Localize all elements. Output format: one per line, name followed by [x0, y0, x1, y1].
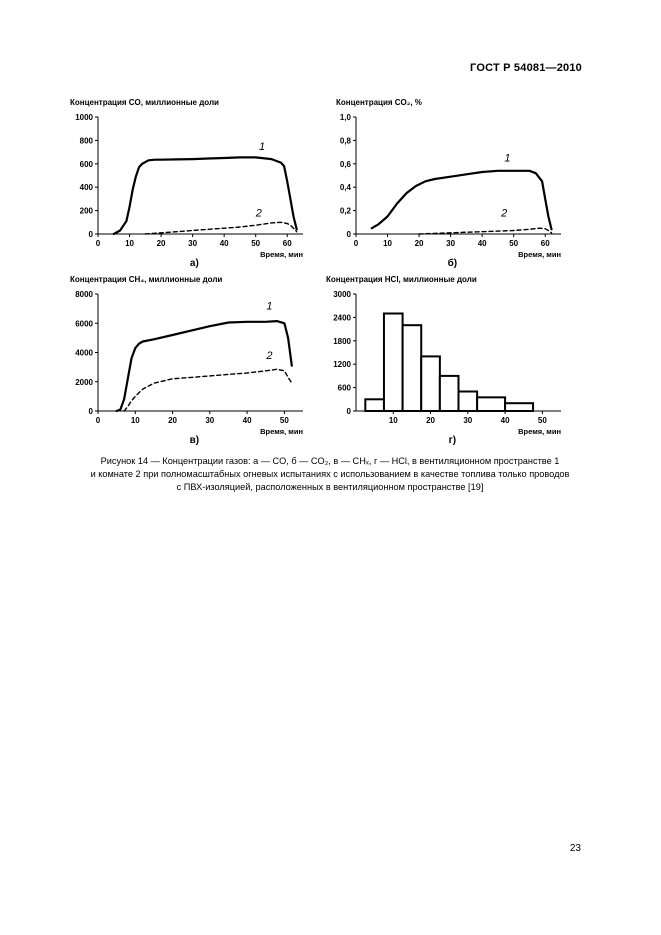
- x-axis-label: Время, мин: [518, 427, 561, 436]
- caption-line-3: с ПВХ-изоляцией, расположенных в вентиляционном пространстве [19]: [176, 482, 484, 492]
- histogram-bar: [403, 325, 422, 411]
- figure-caption: [40, 455, 620, 494]
- series-line-2: [145, 222, 296, 234]
- chart-co2: [316, 96, 566, 271]
- series-label-2: 2: [255, 207, 262, 220]
- series-line-1: [372, 171, 552, 230]
- series-label-1: 1: [258, 140, 266, 153]
- x-tick-label: 40: [500, 416, 510, 425]
- x-tick-label: 20: [426, 416, 435, 425]
- y-tick-label: 0,6: [339, 159, 351, 169]
- y-tick-label: 200: [79, 206, 93, 216]
- x-tick-label: 40: [242, 416, 252, 425]
- y-tick-label: 1200: [333, 360, 351, 370]
- x-tick-label: 30: [463, 416, 473, 425]
- chart-co-plot: [58, 96, 308, 271]
- x-tick-label: 30: [188, 239, 198, 248]
- x-tick-label: 60: [540, 239, 550, 248]
- histogram-bar: [421, 356, 440, 411]
- x-tick-label: 0: [353, 239, 359, 248]
- x-tick-label: 30: [446, 239, 456, 248]
- y-tick-label: 0: [346, 407, 351, 416]
- caption-line-2: и комнате 2 при полномасштабных огневых испытаниях с использованием в качестве топлива только проводов: [90, 469, 570, 479]
- x-axis-label: Время, мин: [260, 427, 303, 436]
- histogram-bar: [459, 392, 478, 412]
- x-tick-label: 10: [125, 239, 134, 248]
- panel-label: в): [189, 435, 200, 446]
- x-tick-label: 50: [509, 239, 519, 248]
- y-tick-label: 1,0: [339, 113, 351, 122]
- x-tick-label: 0: [95, 416, 101, 425]
- panel-label: а): [189, 258, 199, 269]
- series-label-2: 2: [266, 350, 273, 363]
- histogram-bar: [440, 376, 459, 411]
- x-tick-label: 10: [388, 416, 398, 425]
- x-tick-label: 20: [156, 239, 166, 248]
- y-tick-label: 2400: [333, 313, 351, 323]
- x-tick-label: 60: [282, 239, 292, 248]
- chart-hcl-title: Концентрация HCl, миллионные доли: [326, 275, 477, 284]
- y-tick-label: 1800: [333, 336, 351, 346]
- document-standard-header: ГОСТ Р 54081—2010: [470, 62, 582, 74]
- x-tick-label: 10: [383, 239, 392, 248]
- chart-hcl: [316, 273, 566, 448]
- chart-co2-plot: [316, 96, 566, 271]
- histogram-bar: [477, 397, 505, 411]
- chart-ch4: [58, 273, 308, 448]
- chart-co2-title: Концентрация CO₂, %: [336, 98, 422, 107]
- x-tick-label: 50: [251, 239, 261, 248]
- y-tick-label: 600: [337, 383, 351, 393]
- histogram-bar: [505, 403, 533, 411]
- y-tick-label: 6000: [75, 319, 93, 329]
- series-line-1: [114, 157, 297, 234]
- y-tick-label: 8000: [75, 290, 93, 299]
- x-tick-label: 50: [537, 416, 547, 425]
- chart-co-title: Концентрация CO, миллионные доли: [70, 98, 219, 107]
- y-tick-label: 2000: [75, 377, 93, 387]
- chart-hcl-plot: [316, 273, 566, 448]
- y-tick-label: 0,8: [339, 136, 351, 146]
- y-tick-label: 3000: [333, 290, 351, 299]
- series-line-2: [124, 369, 292, 411]
- panel-label: б): [447, 258, 458, 269]
- chart-ch4-title: Концентрация CH₄, миллионные доли: [70, 275, 223, 284]
- caption-line-1: Рисунок 14 — Концентрации газов: а — CO, б — CO₂, в — CHₓ, г — HCl, в вентиляционном пространстве 1: [100, 456, 560, 466]
- y-tick-label: 600: [79, 159, 93, 169]
- y-tick-label: 1000: [75, 113, 93, 122]
- x-tick-label: 30: [205, 416, 215, 425]
- x-tick-label: 20: [168, 416, 177, 425]
- x-tick-label: 20: [414, 239, 424, 248]
- y-tick-label: 400: [79, 183, 93, 193]
- series-line-2: [419, 228, 551, 234]
- y-tick-label: 800: [79, 136, 93, 146]
- x-tick-label: 40: [477, 239, 487, 248]
- panel-label: г): [448, 435, 457, 446]
- x-tick-label: 40: [219, 239, 229, 248]
- x-axis-label: Время, мин: [518, 250, 561, 259]
- histogram-bar: [384, 314, 403, 412]
- page-number: 23: [569, 843, 581, 854]
- histogram-bar: [365, 399, 384, 411]
- y-tick-label: 0: [346, 230, 351, 239]
- series-line-1: [117, 321, 292, 411]
- y-tick-label: 0,4: [339, 183, 351, 193]
- series-label-1: 1: [266, 300, 273, 313]
- y-tick-label: 0: [88, 407, 93, 416]
- series-label-2: 2: [501, 207, 508, 220]
- x-tick-label: 50: [279, 416, 289, 425]
- y-tick-label: 4000: [75, 348, 93, 358]
- chart-co: [58, 96, 308, 271]
- x-tick-label: 0: [95, 239, 101, 248]
- y-tick-label: 0,2: [339, 206, 351, 216]
- x-tick-label: 10: [130, 416, 140, 425]
- chart-ch4-plot: [58, 273, 308, 448]
- series-label-1: 1: [504, 152, 511, 165]
- y-tick-label: 0: [88, 230, 93, 239]
- x-axis-label: Время, мин: [260, 250, 303, 259]
